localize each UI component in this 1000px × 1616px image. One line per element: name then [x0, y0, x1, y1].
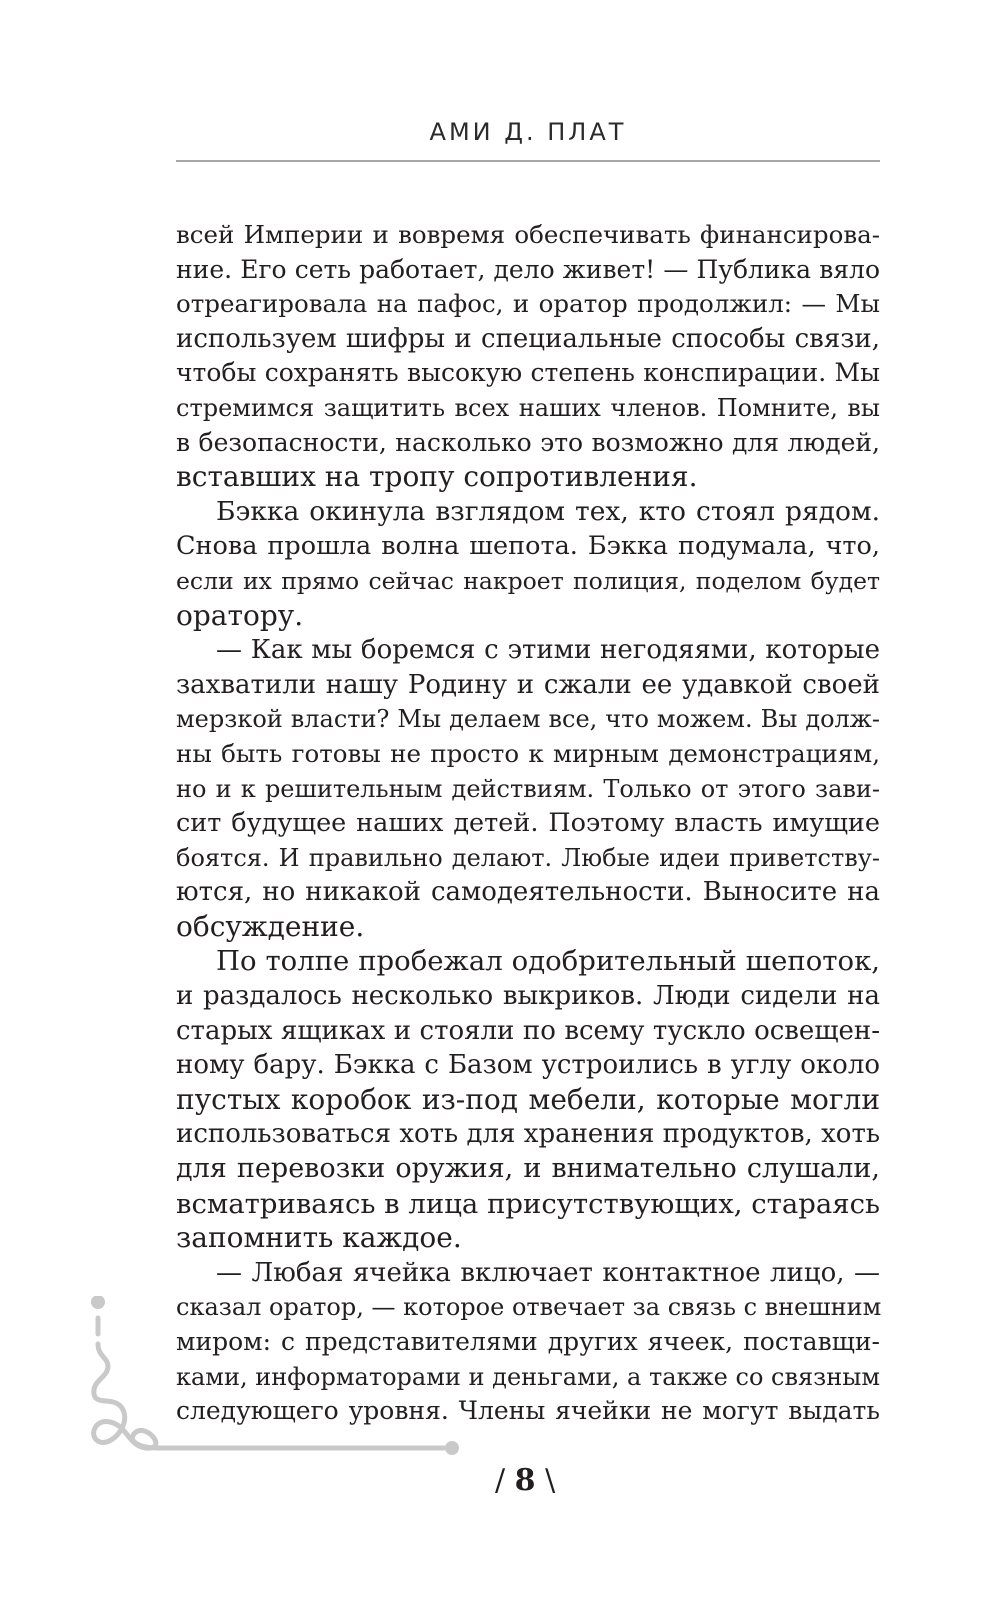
text-line: — Как мы боремся с этими негодяями, которые [216, 635, 880, 666]
text-line: ному бару. Бэкка с Базом устроились в углу около [176, 1050, 880, 1081]
running-head: АМИ Д. ПЛАТ [429, 118, 627, 146]
text-line: — Любая ячейка включает контактное лицо, — [216, 1257, 880, 1288]
text-line: мерзкой власти? Мы делаем все, что можем. Вы долж- [176, 705, 880, 734]
text-line: обсуждение. [176, 909, 365, 943]
text-line: Снова прошла волна шепота. Бэкка подумала, что, [176, 531, 880, 562]
text-line: ние. Его сеть работает, дело живет! — Публика вяло [176, 254, 880, 284]
text-line: сказал оратор, — которое отвечает за связь с внешним [176, 1293, 882, 1322]
folio-close-slash: \ [545, 1463, 556, 1498]
text-line: чтобы сохранять высокую степень конспирации. Мы [176, 358, 880, 388]
text-line: боятся. И правильно делают. Любые идеи приветству- [176, 843, 880, 872]
text-line: По толпе пробежал одобрительный шепоток, [216, 945, 880, 978]
text-line: если их прямо сейчас накроет полиция, поделом будет [176, 566, 880, 595]
text-line: стремимся защитить всех наших членов. Помните, вы [176, 393, 880, 422]
text-line: следующего уровня. Члены ячейки не могут выдать [176, 1396, 880, 1426]
page-folio [495, 1463, 555, 1498]
header-rule [176, 160, 880, 162]
text-line: используем шифры и специальные способы связи, [176, 323, 880, 354]
text-line: вставших на тропу сопротивления. [176, 460, 698, 494]
text-line: оратору. [176, 598, 304, 632]
text-line: ны быть готовы не просто к мирным демонстрациям, [176, 738, 880, 768]
text-line: отреагировала на пафос, и оратор продолжил: — Мы [176, 289, 880, 319]
text-line: миром: с представителями других ячеек, поставщи- [176, 1327, 880, 1356]
body-text [176, 218, 880, 1429]
decorative-swirl-icon [88, 1296, 488, 1496]
text-line: ются, но никакой самодеятельности. Выносите на [176, 877, 880, 908]
text-line: Бэкка окинула взглядом тех, кто стоял рядом. [216, 495, 880, 527]
folio-open-slash: / [495, 1463, 506, 1498]
text-line: ками, информаторами и деньгами, а также со связным [176, 1362, 880, 1391]
page-number: 8 [514, 1463, 536, 1498]
text-line: но и к решительным действиям. Только от этого зави- [176, 774, 880, 803]
text-line: запомнить каждое. [176, 1221, 462, 1255]
text-line: пустых коробок из-под мебели, которые могли [176, 1082, 880, 1116]
text-line: всей Империи и вовремя обеспечивать финансирова- [176, 220, 880, 249]
text-line: для перевозки оружия, и внимательно слушали, [176, 1153, 880, 1185]
text-line: и раздалось несколько выкриков. Люди сидели на [176, 981, 880, 1012]
text-line: в безопасности, насколько это возможно для людей, [176, 427, 880, 457]
text-line: всматриваясь в лица присутствующих, стараясь [176, 1187, 880, 1220]
text-line: сит будущее наших детей. Поэтому власть имущие [176, 808, 880, 839]
text-line: захватили нашу Родину и сжали ее удавкой своей [176, 669, 880, 700]
text-line: старых ящиках и стояли по всему тускло освещен- [176, 1015, 880, 1046]
text-line: использоваться хоть для хранения продуктов, хоть [176, 1119, 880, 1150]
